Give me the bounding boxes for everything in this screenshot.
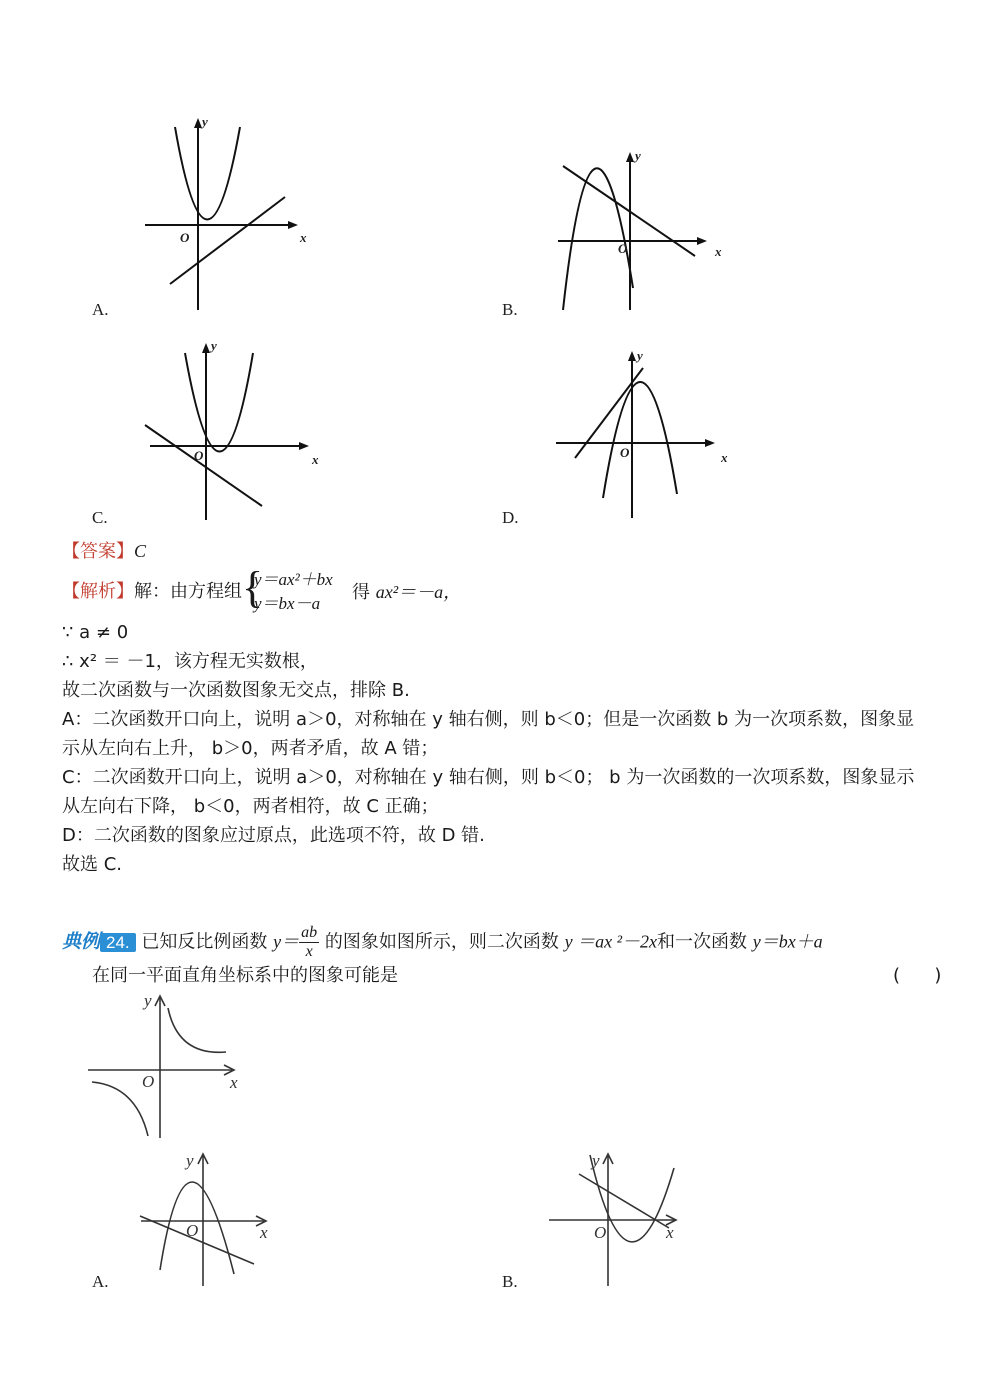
analysis-line: D：二次函数的图象应过原点，此选项不符，故 D 错. <box>62 825 485 846</box>
graph-option-c <box>140 338 330 523</box>
example-question <box>62 924 823 961</box>
origin-label: O <box>594 1223 607 1242</box>
y-label: y <box>635 148 641 163</box>
example-badge-word: 典例 <box>62 931 101 953</box>
graph-example-option-b <box>546 1150 686 1290</box>
analysis-line: ∵ a ≠ 0 <box>62 622 129 643</box>
y-label: y <box>592 1151 600 1170</box>
graph-option-d <box>553 346 738 524</box>
x-axis-arrow <box>697 237 707 245</box>
graph-b-svg <box>553 148 738 318</box>
y-label: y <box>202 114 208 129</box>
answer-parentheses: ( ) <box>893 965 942 986</box>
example-option-a-label: A. <box>92 1272 109 1291</box>
system-equation-2: y＝bx－a <box>254 594 321 613</box>
graph-example-option-a <box>136 1150 276 1290</box>
origin-label: O <box>618 241 628 256</box>
analysis-line: A：二次函数开口向上，说明 a＞0，对称轴在 y 轴右侧，则 b＜0；但是一次函数 b 为一次项系数，图象显 <box>62 709 915 730</box>
option-a-label: A. <box>92 300 109 319</box>
y-axis-arrow <box>628 351 636 361</box>
example-fraction <box>299 924 319 961</box>
origin-label: O <box>186 1221 199 1240</box>
graph-c-svg <box>140 338 330 523</box>
parabola <box>603 382 677 498</box>
example-option-b-label: B. <box>502 1272 518 1291</box>
analysis-line: 示从左向右上升， b＞0，两者矛盾，故 A 错； <box>62 738 439 759</box>
graph-option-a <box>140 112 320 317</box>
graph-option-b <box>553 148 738 318</box>
example-text-2: 的图象如图所示，则二次函数 <box>324 931 559 953</box>
x-label: x <box>715 244 722 259</box>
y-axis-arrow <box>194 118 202 128</box>
analysis-line: C：二次函数开口向上，说明 a＞0，对称轴在 y 轴右侧，则 b＜0； b 为一次函数的一次项系数，图象显示 <box>62 767 915 788</box>
origin-label: O <box>620 445 630 460</box>
x-label: x <box>721 450 728 465</box>
parabola <box>175 127 240 220</box>
result-equation: ax²＝－a， <box>375 582 462 602</box>
x-label: x <box>230 1073 238 1092</box>
example-eq2: y ＝ax ²－2x <box>564 931 657 952</box>
graph-d-svg <box>553 346 738 524</box>
example-badge-number: 24. <box>100 933 136 952</box>
x-label: x <box>312 452 319 467</box>
example-b-svg <box>546 1150 686 1290</box>
y-label: y <box>144 991 152 1010</box>
y-axis-arrow <box>202 343 210 353</box>
example-text-1: 已知反比例函数 <box>141 931 268 953</box>
system-brace: { <box>242 563 264 612</box>
origin-label: O <box>142 1072 155 1091</box>
x-axis-arrow <box>299 442 309 450</box>
analysis-line: 故二次函数与一次函数图象无交点，排除 B. <box>62 680 410 701</box>
fraction-denominator: x <box>305 943 313 960</box>
option-d-label: D. <box>502 508 519 527</box>
answer-line <box>62 537 146 566</box>
origin-label: O <box>194 448 204 463</box>
origin-label: O <box>180 230 190 245</box>
line <box>145 425 262 506</box>
x-label: x <box>260 1223 268 1242</box>
hyperbola-branch-1 <box>168 1008 226 1052</box>
graph-a-svg <box>140 112 320 317</box>
y-label: y <box>211 338 217 353</box>
system-equation-1: y＝ax²＋bx <box>254 570 333 589</box>
hyperbola-branch-2 <box>92 1082 148 1136</box>
x-label: x <box>300 230 307 245</box>
example-a-svg <box>136 1150 276 1290</box>
analysis-tag: 【解析】 <box>62 581 134 602</box>
x-axis-arrow <box>705 439 715 447</box>
option-c-label: C. <box>92 508 108 527</box>
result-prefix: 得 <box>352 582 370 603</box>
y-label: y <box>186 1151 194 1170</box>
answer-value: C <box>134 541 147 561</box>
answer-tag: 【答案】 <box>62 541 134 562</box>
analysis-result <box>352 578 461 607</box>
analysis-line: 故选 C. <box>62 854 123 875</box>
parabola <box>185 353 253 452</box>
y-label: y <box>637 348 643 363</box>
option-b-label: B. <box>502 300 518 319</box>
inverse-graph-svg <box>80 990 255 1140</box>
example-text-3: 和一次函数 <box>656 931 747 953</box>
y-axis-arrow <box>626 152 634 162</box>
x-label: x <box>666 1223 674 1242</box>
graph-inverse-function <box>80 990 255 1140</box>
analysis-first-line <box>62 578 242 606</box>
analysis-line: ∴ x² ＝ －1，该方程无实数根， <box>62 651 318 672</box>
analysis-line: 从左向右下降， b＜0，两者相符，故 C 正确； <box>62 796 439 817</box>
example-line-2: 在同一平面直角坐标系中的图象可能是 <box>92 965 398 986</box>
fraction-numerator: ab <box>301 924 318 941</box>
example-eq1-left: y＝ <box>273 931 300 952</box>
example-eq3: y＝bx＋a <box>752 931 823 952</box>
analysis-intro: 解：由方程组 <box>134 581 242 602</box>
x-axis-arrow <box>288 221 298 229</box>
